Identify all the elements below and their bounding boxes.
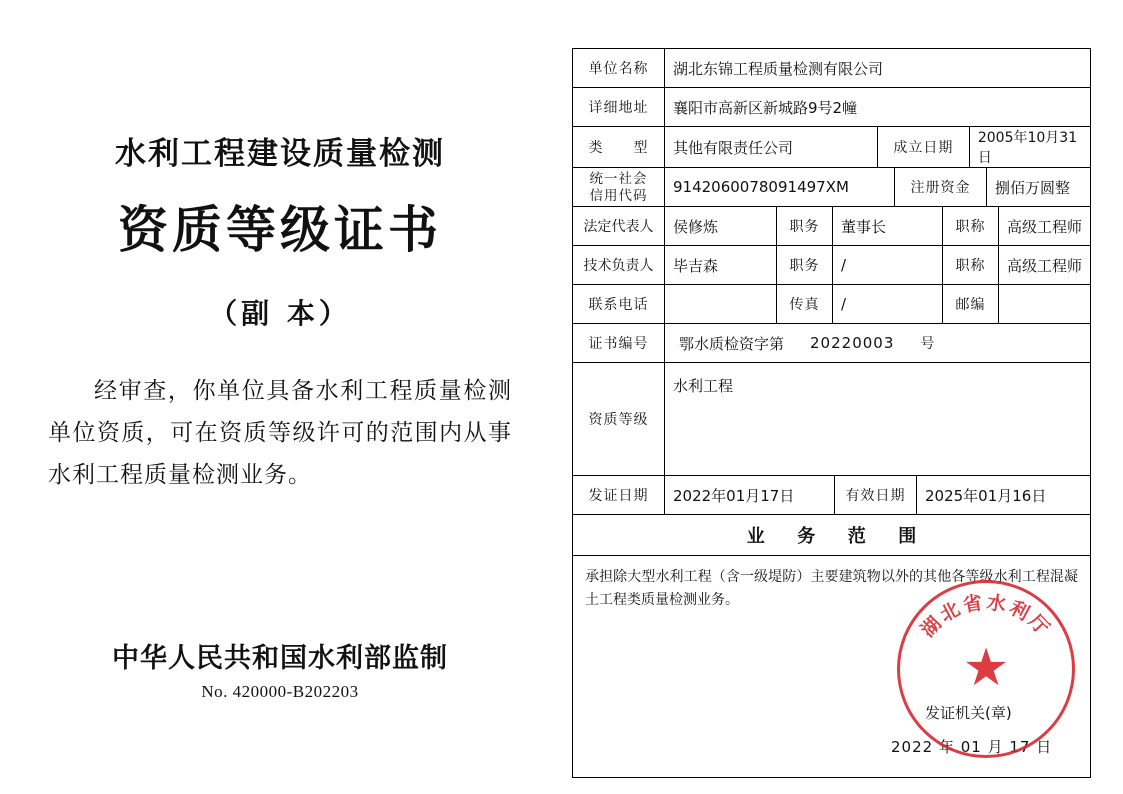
label-phone: 联系电话 xyxy=(573,285,665,323)
label-issue-date: 发证日期 xyxy=(573,476,665,514)
value-valid-date: 2025年01月16日 xyxy=(925,486,1047,505)
label-registered-capital: 注册资金 xyxy=(895,168,987,206)
value-zipcode xyxy=(999,285,1090,323)
label-legal-representative-duty: 职务 xyxy=(777,207,833,245)
label-fax: 传真 xyxy=(777,285,833,323)
table-row-credit-code xyxy=(573,168,1090,207)
label-legal-representative: 法定代表人 xyxy=(573,207,665,245)
table-row-address xyxy=(573,88,1090,127)
label-certificate-number: 证书编号 xyxy=(573,324,665,362)
certificate-title-line1: 水利工程建设质量检测 xyxy=(115,136,445,172)
value-legal-representative-duty: 董事长 xyxy=(833,207,943,245)
label-type: 类 型 xyxy=(573,127,665,167)
value-unit-name: 湖北东锦工程质量检测有限公司 xyxy=(673,59,884,78)
scope-body xyxy=(573,556,1090,778)
label-valid-date: 有效日期 xyxy=(835,476,917,514)
scope-text: 承担除大型水利工程（含一级堤防）主要建筑物以外的其他各等级水利工程混凝土工程类质量检测业务。 xyxy=(585,569,1078,608)
label-technical-lead: 技术负责人 xyxy=(573,246,665,284)
certificate-body-text: 经审查，你单位具备水利工程质量检测单位资质，可在资质等级许可的范围内从事水利工程质量检测业务。 xyxy=(48,378,512,487)
table-row-type xyxy=(573,127,1090,168)
certificate-copy-label: （副 本） xyxy=(209,297,351,330)
label-establish-date: 成立日期 xyxy=(878,127,970,167)
table-row-contact xyxy=(573,285,1090,324)
issuing-date-label: 2022 年 01 月 17 日 xyxy=(891,738,1053,756)
table-row-dates xyxy=(573,476,1090,515)
value-issue-date: 2022年01月17日 xyxy=(665,476,835,514)
official-seal-icon: 湖北省水利厅 ★ xyxy=(897,580,1075,758)
label-credit-code xyxy=(573,168,665,206)
issuing-authority-label: 发证机关(章) xyxy=(925,704,1012,722)
table-row-certificate-number xyxy=(573,324,1090,363)
label-address: 详细地址 xyxy=(573,88,665,126)
certificate-title-line2: 资质等级证书 xyxy=(118,200,442,259)
certificate-number-prefix: 鄂水质检资字第 xyxy=(679,334,785,353)
certificate-issuer: 中华人民共和国水利部监制 xyxy=(112,643,448,674)
table-row-legal-representative xyxy=(573,207,1090,246)
value-technical-lead-duty: / xyxy=(833,246,943,284)
certificate-info-table xyxy=(572,48,1091,778)
label-technical-lead-title: 职称 xyxy=(943,246,999,284)
value-type: 其他有限责任公司 xyxy=(665,127,878,167)
table-row-qualification xyxy=(573,363,1090,476)
table-row-unit-name xyxy=(573,49,1090,88)
value-technical-lead-title: 高级工程师 xyxy=(1007,256,1083,275)
certificate-serial-number: No. 420000-B202203 xyxy=(201,682,359,701)
label-zipcode: 邮编 xyxy=(943,285,999,323)
table-row-technical-lead xyxy=(573,246,1090,285)
value-registered-capital: 捌佰万圆整 xyxy=(995,178,1071,197)
label-unit-name: 单位名称 xyxy=(573,49,665,87)
value-credit-code: 9142060078091497XM xyxy=(665,168,895,206)
value-legal-representative-title: 高级工程师 xyxy=(1007,217,1083,236)
value-certificate-number xyxy=(665,324,1090,362)
value-qualification: 水利工程 xyxy=(673,377,734,395)
certificate-left-panel xyxy=(0,0,560,794)
svg-text:湖北省水利厅 xyxy=(916,590,1055,641)
certificate-number-suffix: 号 xyxy=(920,337,935,352)
label-technical-lead-duty: 职务 xyxy=(777,246,833,284)
label-credit-code-line1: 统一社会 xyxy=(589,171,648,186)
value-phone xyxy=(665,285,777,323)
scope-heading: 业 务 范 围 xyxy=(573,515,1090,556)
seal-arc-label: 湖北省水利厅 xyxy=(916,591,1056,642)
value-legal-representative-name: 侯修炼 xyxy=(665,207,777,245)
certificate-number-digits: 20220003 xyxy=(810,334,895,352)
value-fax: / xyxy=(833,285,943,323)
value-establish-date: 2005年10月31日 xyxy=(977,130,1078,166)
label-credit-code-line2: 信用代码 xyxy=(589,188,648,203)
value-technical-lead-name: 毕吉森 xyxy=(665,246,777,284)
label-qualification: 资质等级 xyxy=(573,363,665,475)
value-address: 襄阳市高新区新城路9号2幢 xyxy=(673,98,858,117)
label-legal-representative-title: 职称 xyxy=(943,207,999,245)
